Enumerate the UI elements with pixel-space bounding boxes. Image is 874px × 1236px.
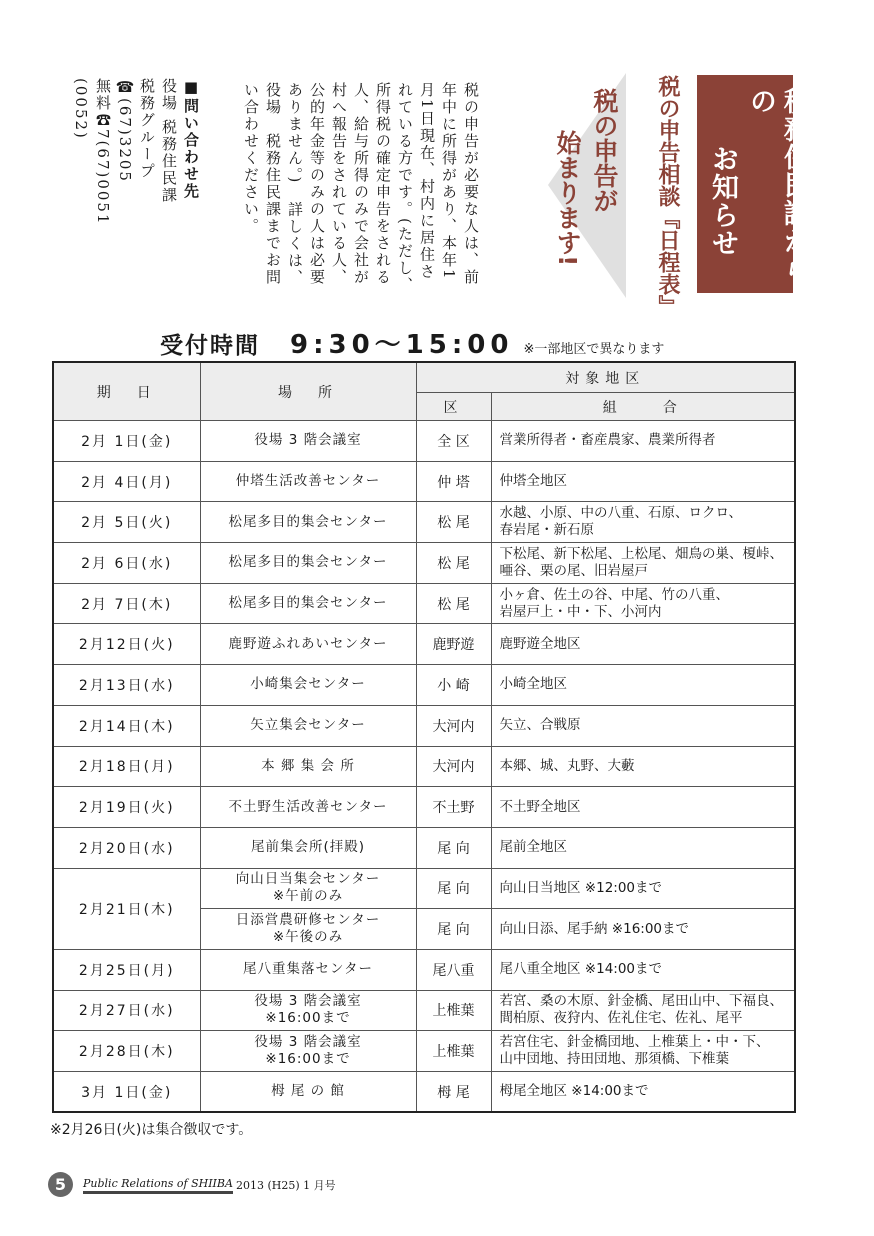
cell-area: 上椎葉: [416, 1031, 491, 1072]
cell-groups: 尾八重全地区 ※14:00まで: [491, 949, 795, 990]
cell-groups: 仲塔全地区: [491, 461, 795, 502]
cell-date: 2月25日(月): [53, 949, 200, 990]
cell-area: 尾 向: [416, 868, 491, 909]
cell-place: 役場 3 階会議室: [200, 421, 416, 462]
table-row: [53, 787, 795, 828]
header-place: 場 所: [200, 362, 416, 421]
cell-place: 日添営農研修センター ※午後のみ: [200, 909, 416, 950]
cell-groups: 鹿野遊全地区: [491, 624, 795, 665]
cell-area: 栂 尾: [416, 1072, 491, 1113]
cell-area: 松 尾: [416, 543, 491, 584]
cell-place: 不土野生活改善センター: [200, 787, 416, 828]
cell-groups: 向山日添、尾手納 ※16:00まで: [491, 909, 795, 950]
cell-area: 全 区: [416, 421, 491, 462]
cell-area: 松 尾: [416, 583, 491, 624]
table-row: [53, 583, 795, 624]
cell-place: 仲塔生活改善センター: [200, 461, 416, 502]
cell-place: 矢立集会センター: [200, 705, 416, 746]
table-row: [53, 1072, 795, 1113]
section-banner: [697, 75, 810, 293]
contact-dept: 役場 税務住民課: [160, 78, 178, 204]
cell-date: 2月28日(木): [53, 1031, 200, 1072]
cell-date: 3月 1日(金): [53, 1072, 200, 1113]
cell-date: 2月21日(木): [53, 868, 200, 949]
cell-date: 2月14日(木): [53, 705, 200, 746]
cell-groups: 小ヶ倉、佐土の谷、中尾、竹の八重、 岩屋戸上・中・下、小河内: [491, 583, 795, 624]
cell-place: 松尾多目的集会センター: [200, 502, 416, 543]
page-number: 5: [48, 1172, 73, 1197]
schedule-table: [52, 361, 796, 1113]
cell-area: 大河内: [416, 746, 491, 787]
cell-area: 上椎葉: [416, 990, 491, 1031]
cell-place: 役場 3 階会議室 ※16:00まで: [200, 1031, 416, 1072]
cell-place: 向山日当集会センター ※午前のみ: [200, 868, 416, 909]
header-groups: 組 合: [491, 393, 795, 421]
cell-groups: 営業所得者・畜産農家、農業所得者: [491, 421, 795, 462]
table-row: [53, 746, 795, 787]
cell-groups: 本郷、城、丸野、大藪: [491, 746, 795, 787]
contact-freephone-alt: (0052): [72, 78, 90, 140]
cell-groups: 不土野全地区: [491, 787, 795, 828]
publication-name: Public Relations of SHIIBA: [83, 1177, 233, 1194]
cell-place: 尾八重集落センター: [200, 949, 416, 990]
cell-place: 栂 尾 の 館: [200, 1072, 416, 1113]
cell-date: 2月12日(火): [53, 624, 200, 665]
reception-label: 受付時間: [160, 333, 260, 359]
header-target: 対象地区: [416, 362, 795, 393]
table-row: [53, 868, 795, 909]
cell-date: 2月20日(水): [53, 827, 200, 868]
cell-area: 不土野: [416, 787, 491, 828]
contact-phone: ☎(67)3205: [116, 78, 134, 183]
cell-place: 尾前集会所(拝殿): [200, 827, 416, 868]
cell-groups: 若宮、桑の木原、針金橋、尾田山中、下福良、 間柏原、夜狩内、佐礼住宅、佐礼、尾平: [491, 990, 795, 1031]
cell-date: 2月 1日(金): [53, 421, 200, 462]
contact-group: 税務グループ: [138, 78, 156, 180]
cell-date: 2月 4日(月): [53, 461, 200, 502]
cell-place: 鹿野遊ふれあいセンター: [200, 624, 416, 665]
table-row: [53, 705, 795, 746]
table-row: [53, 624, 795, 665]
cell-area: 仲 塔: [416, 461, 491, 502]
reception-hours: [160, 324, 664, 358]
table-row: [53, 665, 795, 706]
cell-area: 尾八重: [416, 949, 491, 990]
table-row: [53, 421, 795, 462]
cell-groups: 水越、小原、中の八重、石原、ロクロ、 春岩尾・新石原: [491, 502, 795, 543]
reception-note: ※一部地区で異なります: [523, 342, 665, 357]
cell-groups: 小崎全地区: [491, 665, 795, 706]
issue-label: 2013 (H25) 1 月号: [236, 1179, 336, 1192]
cell-groups: 尾前全地区: [491, 827, 795, 868]
contact-title: ■問い合わせ先: [182, 78, 200, 200]
intro-paragraph: 税の申告が必要な人は、前年中に所得があり、本年1月1日現在、村内に居住されている方です。(ただし、所得税の確定申告をされる人、給与所得のみで会社が村へ報告をされている人、公的年金等のみの人は必要ありません。) 詳しくは、役場 税務住民課までお問い合わせください。: [242, 82, 480, 294]
cell-date: 2月13日(水): [53, 665, 200, 706]
table-row: [53, 827, 795, 868]
contact-freephone: 無料☎7(67)0051: [94, 78, 112, 226]
reception-time: 9:30～15:00: [290, 330, 514, 360]
table-row: [53, 990, 795, 1031]
cell-date: 2月19日(火): [53, 787, 200, 828]
cell-groups: 向山日当地区 ※12:00まで: [491, 868, 795, 909]
footnote: ※2月26日(火)は集合徴収です。: [50, 1122, 253, 1138]
cell-place: 本 郷 集 会 所: [200, 746, 416, 787]
cell-area: 大河内: [416, 705, 491, 746]
cell-date: 2月 6日(水): [53, 543, 200, 584]
table-row: [53, 1031, 795, 1072]
cell-date: 2月27日(水): [53, 990, 200, 1031]
cell-groups: 下松尾、新下松尾、上松尾、畑鳥の巣、榎峠、 唖谷、栗の尾、旧岩屋戸: [491, 543, 795, 584]
cell-groups: 栂尾全地区 ※14:00まで: [491, 1072, 795, 1113]
contact-block: [70, 78, 202, 298]
table-row: [53, 461, 795, 502]
cell-area: 小 崎: [416, 665, 491, 706]
cell-groups: 若宮住宅、針金橋団地、上椎葉上・中・下、 山中団地、持田団地、那須橋、下椎葉: [491, 1031, 795, 1072]
table-row: [53, 543, 795, 584]
banner-title-line2: お知らせ: [707, 145, 738, 257]
cell-area: 松 尾: [416, 502, 491, 543]
banner-title-line1: 税務住民課からの: [745, 87, 810, 283]
cell-area: 鹿野遊: [416, 624, 491, 665]
table-row: [53, 949, 795, 990]
cell-date: 2月18日(月): [53, 746, 200, 787]
cell-place: 松尾多目的集会センター: [200, 543, 416, 584]
headline-line1: 税の申告が: [590, 88, 619, 213]
header-date: 期 日: [53, 362, 200, 421]
headline-line2: 始まります!: [553, 130, 582, 267]
cell-area: 尾 向: [416, 827, 491, 868]
header-area: 区: [416, 393, 491, 421]
subtitle: 税の申告相談『日程表』: [655, 75, 680, 317]
table-row: [53, 502, 795, 543]
cell-place: 小崎集会センター: [200, 665, 416, 706]
cell-area: 尾 向: [416, 909, 491, 950]
cell-place: 松尾多目的集会センター: [200, 583, 416, 624]
cell-date: 2月 5日(火): [53, 502, 200, 543]
cell-groups: 矢立、合戦原: [491, 705, 795, 746]
cell-place: 役場 3 階会議室 ※16:00まで: [200, 990, 416, 1031]
cell-date: 2月 7日(木): [53, 583, 200, 624]
